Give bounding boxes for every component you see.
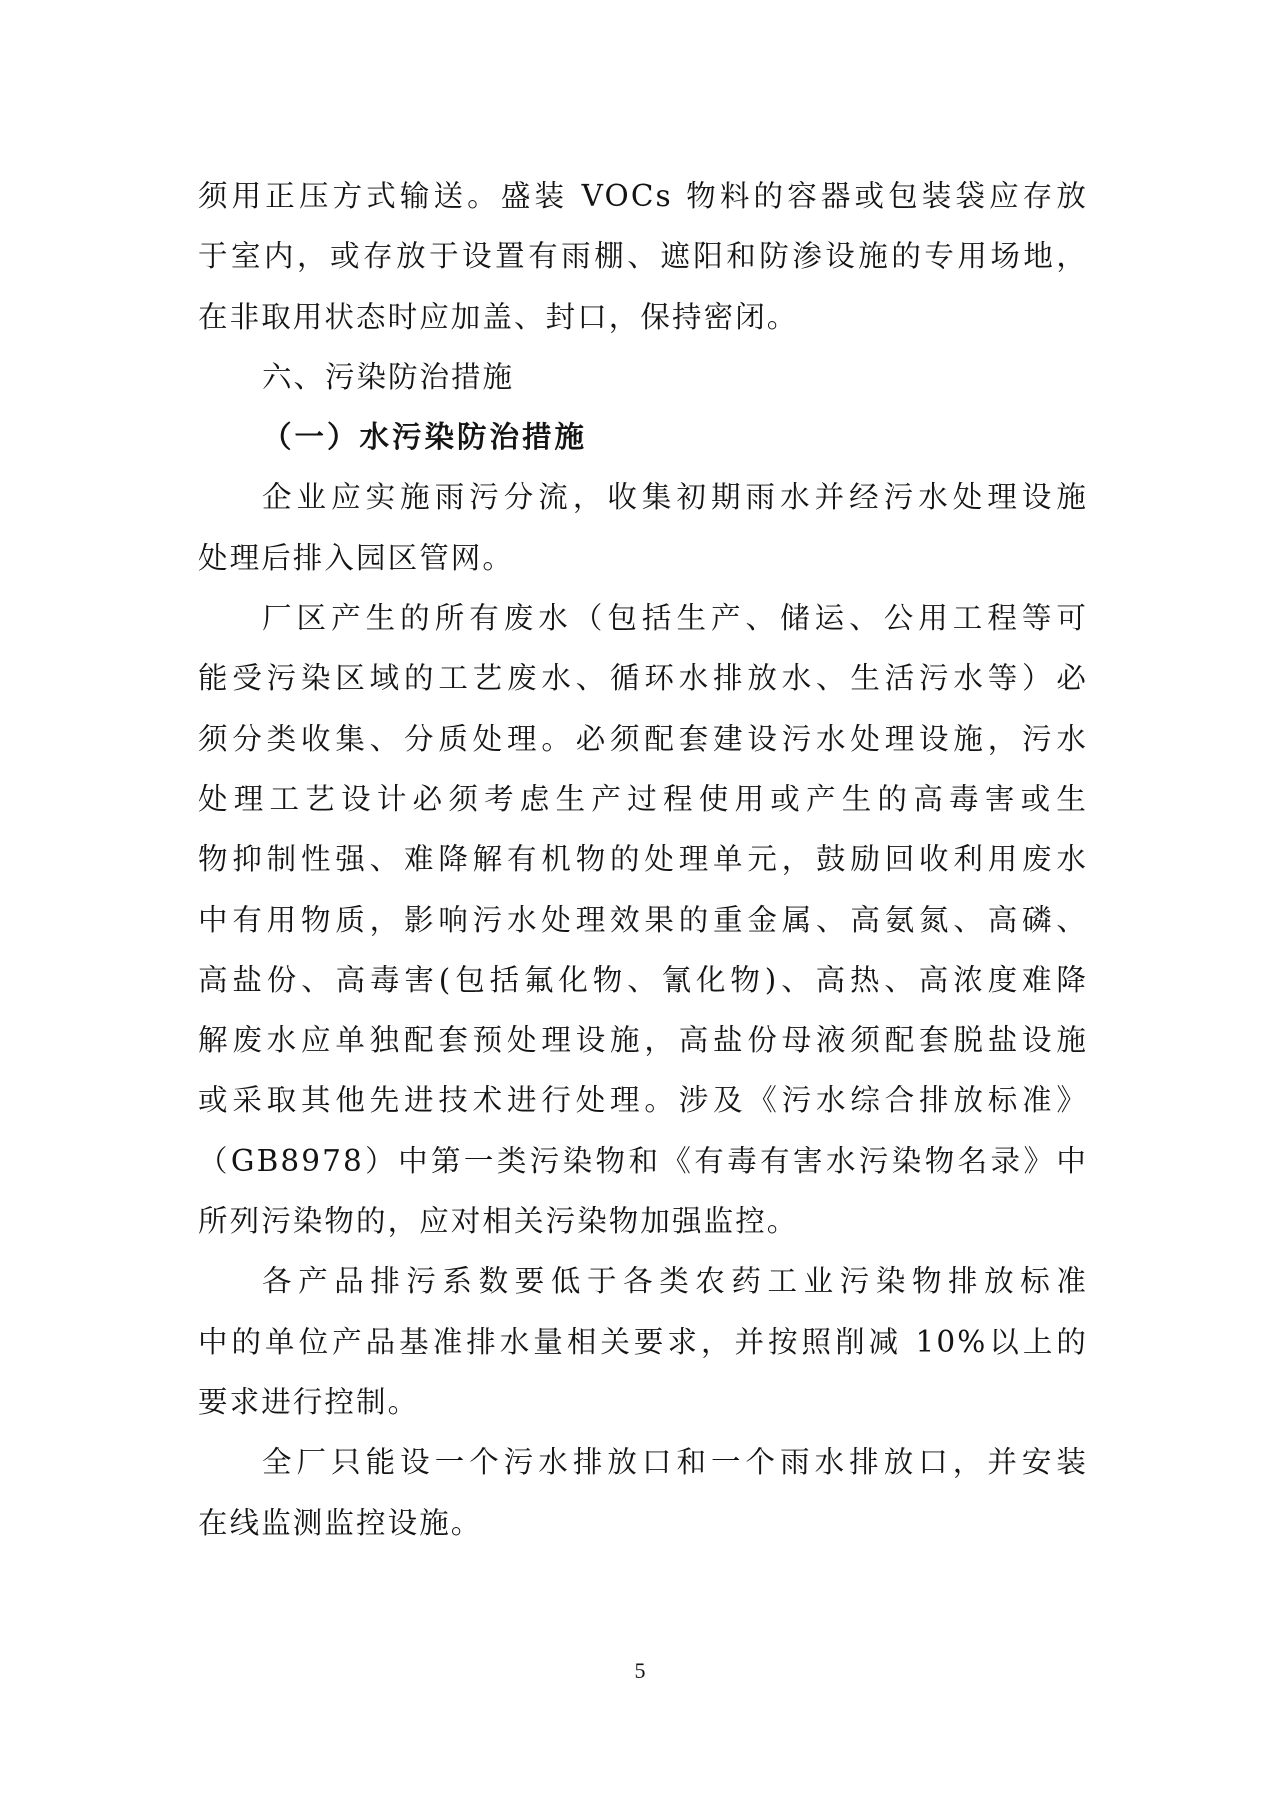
text-line: 在线监测监控设施。 [198, 1505, 483, 1540]
paragraph-discharge-coefficient [198, 1251, 1088, 1432]
text-line: 高盐份、高毒害(包括氟化物、氰化物)、高热、高浓度难降 [198, 962, 1088, 997]
text-line: 于室内，或存放于设置有雨棚、遮阳和防渗设施的专用场地， [198, 239, 1088, 274]
text-line: 所列污染物的，应对相关污染物加强监控。 [198, 1204, 799, 1239]
text-line: 在非取用状态时应加盖、封口，保持密闭。 [198, 299, 799, 334]
text-line: 厂区产生的所有废水（包括生产、储运、公用工程等可 [262, 601, 1088, 636]
text-line: 中的单位产品基准排水量相关要求，并按照削减 10%以上的 [198, 1324, 1088, 1359]
subsection-heading: （一）水污染防治措施 [262, 420, 588, 455]
text-line: 能受污染区域的工艺废水、循环水排放水、生活污水等）必 [198, 661, 1088, 696]
text-line: 中有用物质，影响污水处理效果的重金属、高氨氮、高磷、 [198, 902, 1088, 937]
text-line: 须用正压方式输送。盛装 VOCs 物料的容器或包装袋应存放 [198, 179, 1088, 213]
paragraph-wastewater-treatment [198, 588, 1088, 1251]
document-body [198, 166, 1088, 1553]
text-line: 或采取其他先进技术进行处理。涉及《污水综合排放标准》 [198, 1083, 1088, 1118]
text-line: 处理后排入园区管网。 [198, 540, 515, 575]
continuation-paragraph [198, 166, 1088, 347]
text-line: 全厂只能设一个污水排放口和一个雨水排放口，并安装 [262, 1445, 1088, 1480]
text-line: 企业应实施雨污分流，收集初期雨水并经污水处理设施 [262, 480, 1088, 515]
paragraph-rainwater-separation [198, 467, 1088, 588]
text-line: 要求进行控制。 [198, 1384, 420, 1419]
text-line: （GB8978）中第一类污染物和《有毒有害水污染物名录》中 [198, 1143, 1088, 1178]
text-line: 须分类收集、分质处理。必须配套建设污水处理设施，污水 [198, 721, 1088, 756]
paragraph-discharge-outlet [198, 1432, 1088, 1553]
text-line: 处理工艺设计必须考虑生产过程使用或产生的高毒害或生 [198, 781, 1088, 816]
text-line: 各产品排污系数要低于各类农药工业污染物排放标准 [262, 1264, 1088, 1299]
text-line: 解废水应单独配套预处理设施，高盐份母液须配套脱盐设施 [198, 1023, 1088, 1058]
section-heading: 六、污染防治措施 [262, 359, 515, 394]
page-number: 5 [634, 1658, 646, 1683]
text-line: 物抑制性强、难降解有机物的处理单元，鼓励回收利用废水 [198, 842, 1088, 877]
